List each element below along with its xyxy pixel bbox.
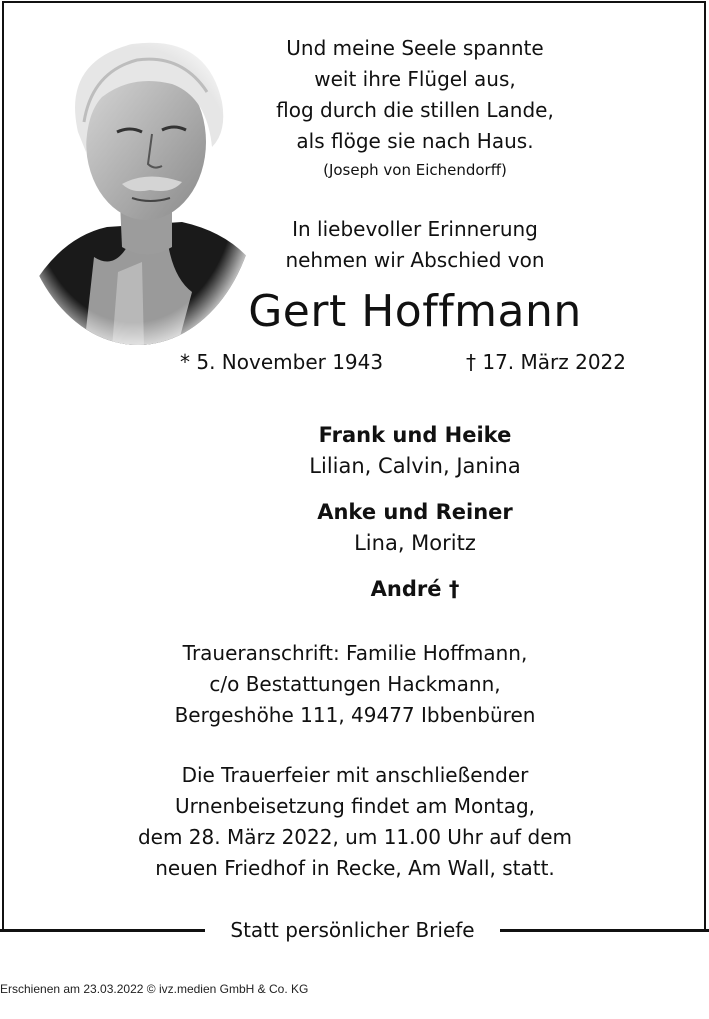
poem-line: Und meine Seele spannte xyxy=(286,36,544,60)
poem-line: weit ihre Flügel aus, xyxy=(314,67,516,91)
ceremony-info xyxy=(60,760,650,884)
ceremony-line: Urnenbeisetzung findet am Montag, xyxy=(174,794,536,818)
divider-right xyxy=(500,929,709,932)
address-line: c/o Bestattungen Hackmann, xyxy=(209,672,501,696)
birth-date: * 5. November 1943 xyxy=(180,350,384,374)
poem-line: flog durch die stillen Lande, xyxy=(276,98,554,122)
intro-text xyxy=(250,214,580,276)
publication-footer: Erschienen am 23.03.2022 © ivz.medien GmbH & Co. KG xyxy=(0,982,309,996)
ceremony-line: Die Trauerfeier mit anschließender xyxy=(181,763,529,787)
deceased-name: Gert Hoffmann xyxy=(248,286,582,337)
poem-line: als flöge sie nach Haus. xyxy=(296,129,534,153)
family-head: Frank und Heike xyxy=(318,423,512,447)
ceremony-line: dem 28. März 2022, um 11.00 Uhr auf dem xyxy=(137,825,573,849)
family-head: Anke und Reiner xyxy=(317,500,513,524)
family-head: André † xyxy=(370,577,460,601)
divider-left xyxy=(0,929,205,932)
intro-line: nehmen wir Abschied von xyxy=(285,248,545,272)
address-line: Traueranschrift: Familie Hoffmann, xyxy=(182,641,528,665)
family-children: Lina, Moritz xyxy=(354,531,476,555)
death-date: † 17. März 2022 xyxy=(466,350,627,374)
closing-note: Statt persönlicher Briefe xyxy=(230,918,475,942)
family-list xyxy=(205,420,625,605)
family-children: Lilian, Calvin, Janina xyxy=(309,454,521,478)
poem-author: (Joseph von Eichendorff) xyxy=(323,161,507,179)
mourning-address xyxy=(100,638,610,731)
intro-line: In liebevoller Erinnerung xyxy=(292,217,538,241)
address-line: Bergeshöhe 111, 49477 Ibbenbüren xyxy=(174,703,536,727)
ceremony-line: neuen Friedhof in Recke, Am Wall, statt. xyxy=(155,856,555,880)
poem-block xyxy=(250,33,580,181)
